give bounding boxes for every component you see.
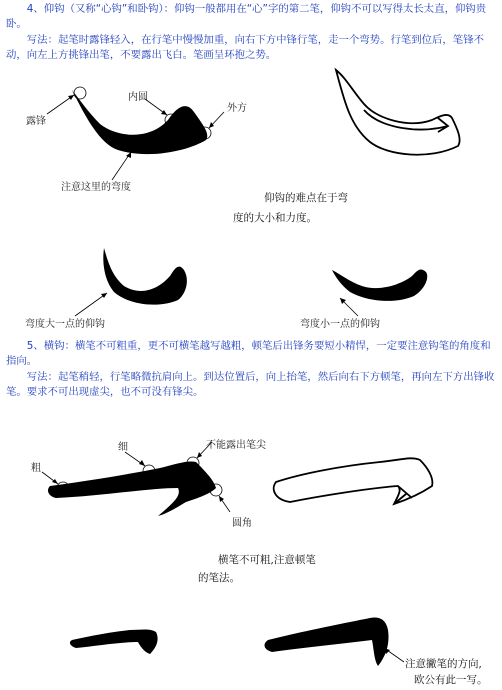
figure1-caption-line2: 度的大小和力度。	[233, 212, 317, 224]
figure3-caption-line1: 横笔不可粗,注意顿笔	[218, 554, 316, 566]
henggou-small-left	[70, 630, 158, 655]
label-yuanjiao: 圆角	[232, 518, 252, 529]
label-small-curve: 弯度小一点的仰钩	[300, 319, 380, 330]
figure3-caption-line2: 的笔法。	[198, 572, 240, 584]
figure4-caption-line2: 欧公有此一写。	[414, 674, 488, 686]
henggou-small-right	[265, 618, 389, 667]
figure1-caption-line1: 仰钩的难点在于弯	[264, 192, 348, 204]
figure4-caption-line1: 注意撇笔的方向,	[405, 658, 482, 670]
yanggou-small-curve	[332, 269, 427, 300]
label-bunengluchu: 不能露出笔尖	[206, 440, 266, 451]
section4-heading: 4、仰钩（又称“心钩”和卧钩）：仰钩一般都用在“心”字的第二笔，仰钩不可以写得太长太直，仰钩贵卧。	[6, 3, 487, 30]
label-waifang: 外方	[227, 103, 247, 114]
label-lufeng: 露锋	[26, 116, 46, 127]
label-neiyuan: 内圆	[128, 92, 148, 103]
label-cu: 粗	[31, 463, 41, 474]
lufeng-circle	[74, 87, 86, 99]
label-wandu: 注意这里的弯度	[61, 182, 131, 193]
yanggou-big-curve	[103, 248, 187, 305]
label-big-curve: 弯度大一点的仰钩	[25, 319, 105, 330]
section5-method: 写法：起笔稍轻，行笔略微抗肩向上。到达位置后，向上抬笔，然后向右下方顿笔，再向左下方出锋收笔。要求不可出现虚尖，也不可没有锋尖。	[6, 371, 495, 398]
yanggou-stroke-outline	[336, 70, 460, 155]
section4-method: 写法：起笔时露锋轻入，在行笔中慢慢加重，向右下方中锋行笔，走一个弯势。行笔到位后，笔锋不动，向左上方挑锋出笔，不要露出飞白。笔画呈环抱之势。	[6, 34, 484, 61]
label-xi: 细	[118, 442, 128, 453]
henggou-stroke-filled	[48, 461, 216, 516]
section5-heading: 5、横钩：横笔不可粗重，更不可横笔越写越粗，顿笔后出锋务要短小精悍，一定要注意钩笔的角度和指向。	[6, 340, 491, 367]
henggou-stroke-outline	[274, 458, 433, 504]
